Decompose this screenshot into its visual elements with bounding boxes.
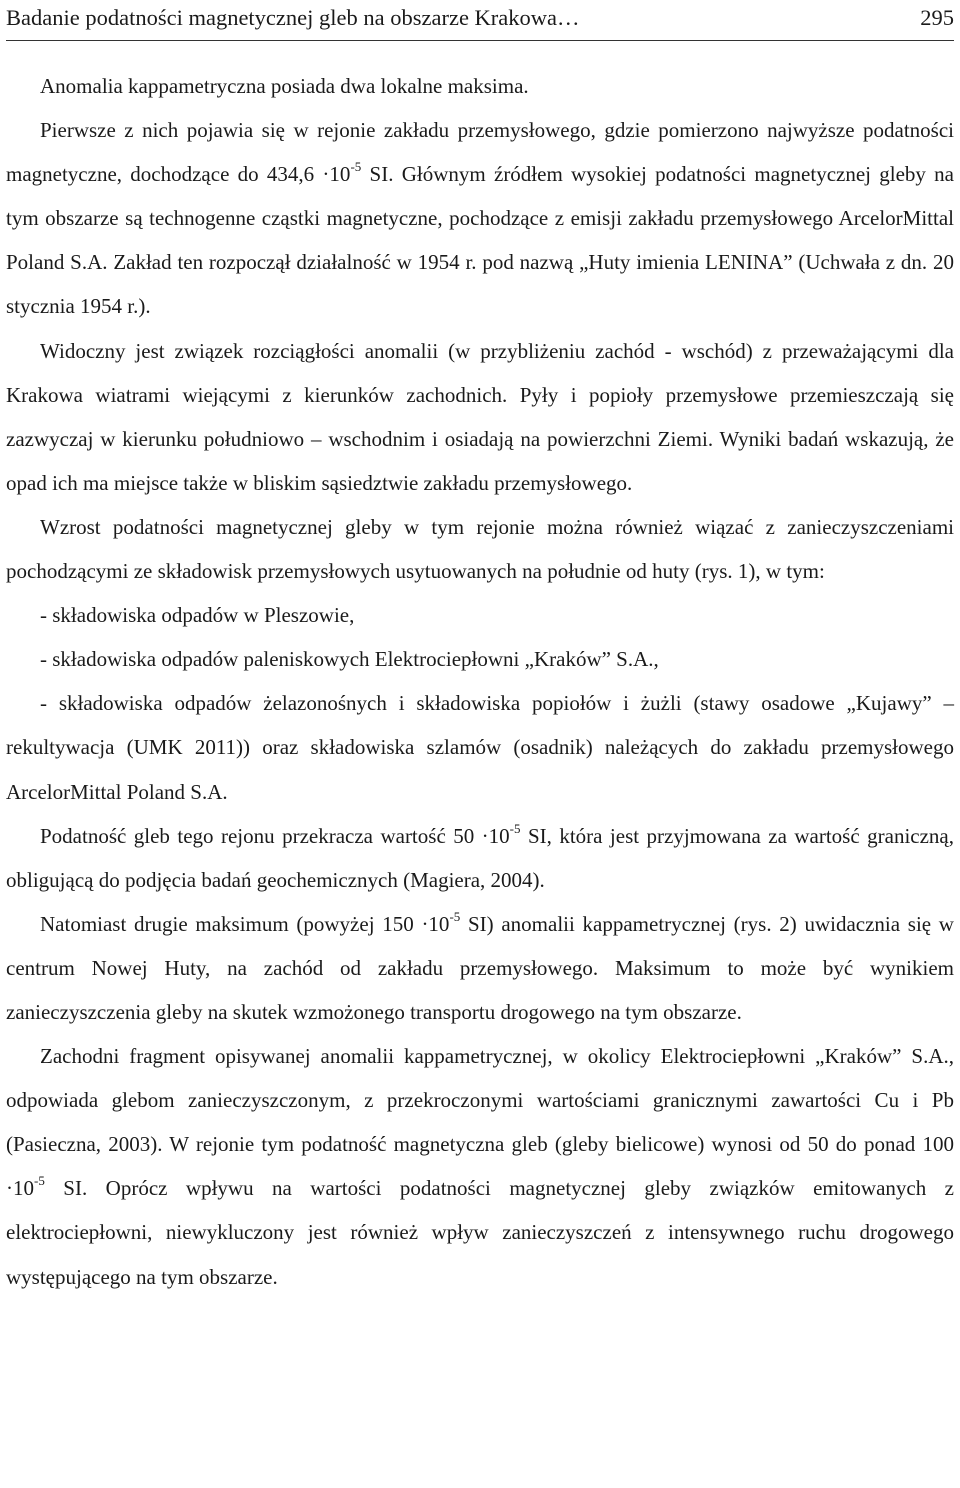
exponent: -5 [509,820,521,836]
exponent: -5 [449,908,461,924]
paragraph-6 [6,902,954,1034]
list-item-1-text: - składowiska odpadów w Pleszowie, [40,603,355,628]
paragraph-7 [6,1034,954,1299]
running-header [6,0,954,41]
exponent: -5 [350,159,362,175]
paragraph-1-text: Anomalia kappametryczna posiada dwa lokalne maksima. [40,74,529,98]
running-title: Badanie podatności magnetycznej gleb na obszarze Krakowa… [6,5,580,30]
page-number: 295 [920,5,954,30]
paragraph-3-text: Widoczny jest związek rozciągłości anomalii (w przybliżeniu zachód - wschód) z przeważającymi dla Krakowa wiatrami wiejącymi z kierunków zachodnich. Pyły i popioły przemysłowe przemieszczają się zazwyczaj w kierunku południowo – wschodnim i osiadają na powierzchni Ziemi. Wyniki badań wskazują, że opad ich ma miejsce także w bliskim sąsiedztwie zakładu przemysłowego. [6,338,954,495]
paragraph-2-text-a: Pierwsze z nich pojawia się w rejonie zakładu przemysłowego, gdzie pomierzono najwyższe podatności magnetyczne, dochodzące do 434,6 ·10 [6,118,954,187]
paragraph-7-text-a: Zachodni fragment opisywanej anomalii kappametrycznej, w okolicy Elektrociepłowni „Kraków” S.A., odpowiada glebom zanieczyszczonym, z przekroczonymi wartościami granicznymi zawartości Cu i Pb (Pasieczna, 2003). W rejonie tym podatność magnetyczna gleb (gleby bielicowe) wynosi od 50 do ponad 100 ·10 [6,1044,954,1201]
paragraph-5-text-a: Podatność gleb tego rejonu przekracza wartość 50 ·10 [40,823,510,848]
exponent: -5 [34,1173,45,1189]
paragraph-5 [6,814,954,902]
paragraph-3 [6,329,954,505]
paragraph-1 [6,64,954,108]
paragraph-5-text-b: SI, która jest przyjmowana za wartość graniczną, obligującą do podjęcia badań geochemicznych (Magiera, 2004). [6,823,954,892]
paragraph-2 [6,108,954,328]
paragraph-6-text-a: Natomiast drugie maksimum (powyżej 150 ·10 [40,911,450,936]
list-item-3-text: - składowiska odpadów żelazonośnych i składowiska popiołów i żużli (stawy osadowe „Kujawy” – rekultywacja (UMK 2011)) oraz składowiska szlamów (osadnik) należących do zakładu przemysłowego ArcelorMittal Poland S.A. [6,691,954,804]
article-body [6,64,954,1299]
list-item-3 [6,681,954,813]
list-item-1 [6,593,954,637]
paragraph-2-text-b: SI. Głównym źródłem wysokiej podatności magnetycznej gleby na tym obszarze są technogenne cząstki magnetyczne, pochodzące z emisji zakładu przemysłowego ArcelorMittal Poland S.A. Zakład ten rozpoczął działalność w 1954 r. pod nazwą „Huty imienia LENINA” (Uchwała z dn. 20 stycznia 1954 r.). [6,162,955,319]
paragraph-4-text: Wzrost podatności magnetycznej gleby w tym rejonie można również wiązać z zanieczyszczeniami pochodzącymi ze składowisk przemysłowych usytuowanych na południe od huty (rys. 1), w tym: [6,514,954,584]
list-item-2 [6,637,954,681]
paragraph-4 [6,505,954,593]
list-item-2-text: - składowiska odpadów paleniskowych Elektrociepłowni „Kraków” S.A., [40,647,659,672]
paragraph-7-text-b: SI. Oprócz wpływu na wartości podatności magnetycznej gleby związków emitowanych z elektrociepłowni, niewykluczony jest również wpływ zanieczyszczeń z intensywnego ruchu drogowego występującego na tym obszarze. [6,1176,954,1289]
paragraph-6-text-b: SI) anomalii kappametrycznej (rys. 2) uwidacznia się w centrum Nowej Huty, na zachód od zakładu przemysłowego. Maksimum to może być wynikiem zanieczyszczenia gleby na skutek wzmożonego transportu drogowego na tym obszarze. [6,911,954,1024]
